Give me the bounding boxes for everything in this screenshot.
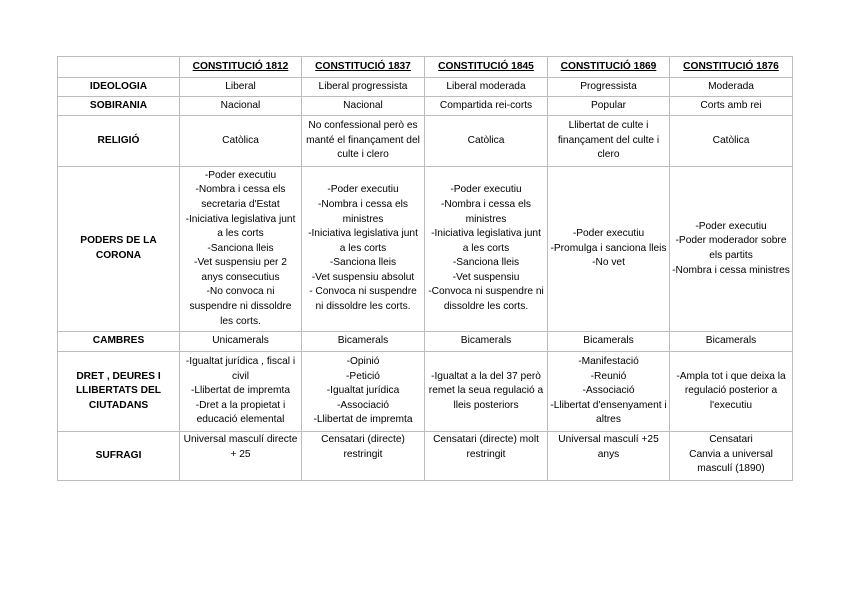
table-cell: Universal masculí directe + 25 [180,432,302,481]
table-cell: -Poder executiu -Nombra i cessa els ministres -Iniciativa legislativa junt a les corts -Sanciona lleis -Vet suspensiu -Convoca ni suspendre ni dissoldre les corts. [425,167,548,332]
table-row [58,116,793,167]
table-cell: Censatari (directe) molt restringit [425,432,548,481]
table-cell: Liberal progressista [302,78,425,97]
table-cell: Bicamerals [670,332,793,352]
table-cell: Corts amb rei [670,97,793,116]
table-row [58,432,793,481]
table-cell: Universal masculí +25 anys [548,432,670,481]
table-cell: Catòlica [180,116,302,167]
table-cell: Liberal moderada [425,78,548,97]
table-cell: Nacional [180,97,302,116]
row-header: SUFRAGI [58,432,180,481]
table-cell: -Manifestació -Reunió -Associació -Llibertat d'ensenyament i altres [548,352,670,432]
table-row [58,352,793,432]
table-cell: -Poder executiu -Poder moderador sobre els partits -Nombra i cessa ministres [670,167,793,332]
table-cell: -Poder executiu -Nombra i cessa els ministres -Iniciativa legislativa junt a les corts -Sanciona lleis -Vet suspensiu absolut - Convoca ni suspendre ni dissoldre les corts. [302,167,425,332]
column-header: CONSTITUCIÓ 1812 [180,57,302,78]
column-header: CONSTITUCIÓ 1837 [302,57,425,78]
table-row [58,167,793,332]
table-cell: Liberal [180,78,302,97]
corner-cell [58,57,180,78]
table-cell: Progressista [548,78,670,97]
table-cell: Unicamerals [180,332,302,352]
table-cell: Compartida rei-corts [425,97,548,116]
table-row [58,78,793,97]
table-cell: -Ampla tot i que deixa la regulació posterior a l'executiu [670,352,793,432]
table-cell: Bicamerals [425,332,548,352]
constitutions-table [57,56,793,481]
row-header: CAMBRES [58,332,180,352]
table-cell: -Poder executiu -Promulga i sanciona lleis -No vet [548,167,670,332]
table-cell: No confessional però es manté el finançament del culte i clero [302,116,425,167]
row-header: IDEOLOGIA [58,78,180,97]
table-cell: Bicamerals [302,332,425,352]
table-cell: Censatari Canvia a universal masculí (1890) [670,432,793,481]
row-header: DRET , DEURES I LLIBERTATS DEL CIUTADANS [58,352,180,432]
table-cell: Censatari (directe) restringit [302,432,425,481]
table-row [58,332,793,352]
column-header: CONSTITUCIÓ 1876 [670,57,793,78]
table-cell: Catòlica [425,116,548,167]
row-header: SOBIRANIA [58,97,180,116]
table-cell: -Igualtat jurídica , fiscal i civil -Llibertat de impremta -Dret a la propietat i educació elemental [180,352,302,432]
table-cell: Catòlica [670,116,793,167]
row-header: PODERS DE LA CORONA [58,167,180,332]
table-cell: -Igualtat a la del 37 però remet la seua regulació a lleis posteriors [425,352,548,432]
table-row [58,97,793,116]
header-row [58,57,793,78]
table-cell: Popular [548,97,670,116]
table-cell: -Opinió -Petició -Igualtat jurídica -Associació -Llibertat de impremta [302,352,425,432]
table-cell: Moderada [670,78,793,97]
row-header: RELIGIÓ [58,116,180,167]
table-cell: Bicamerals [548,332,670,352]
table-cell: -Poder executiu -Nombra i cessa els secretaria d'Estat -Iniciativa legislativa junt a les corts -Sanciona lleis -Vet suspensiu per 2 anys consecutius -No convoca ni suspendre ni dissoldre les corts. [180,167,302,332]
column-header: CONSTITUCIÓ 1845 [425,57,548,78]
table-cell: Nacional [302,97,425,116]
table-cell: Llibertat de culte i finançament del culte i clero [548,116,670,167]
column-header: CONSTITUCIÓ 1869 [548,57,670,78]
